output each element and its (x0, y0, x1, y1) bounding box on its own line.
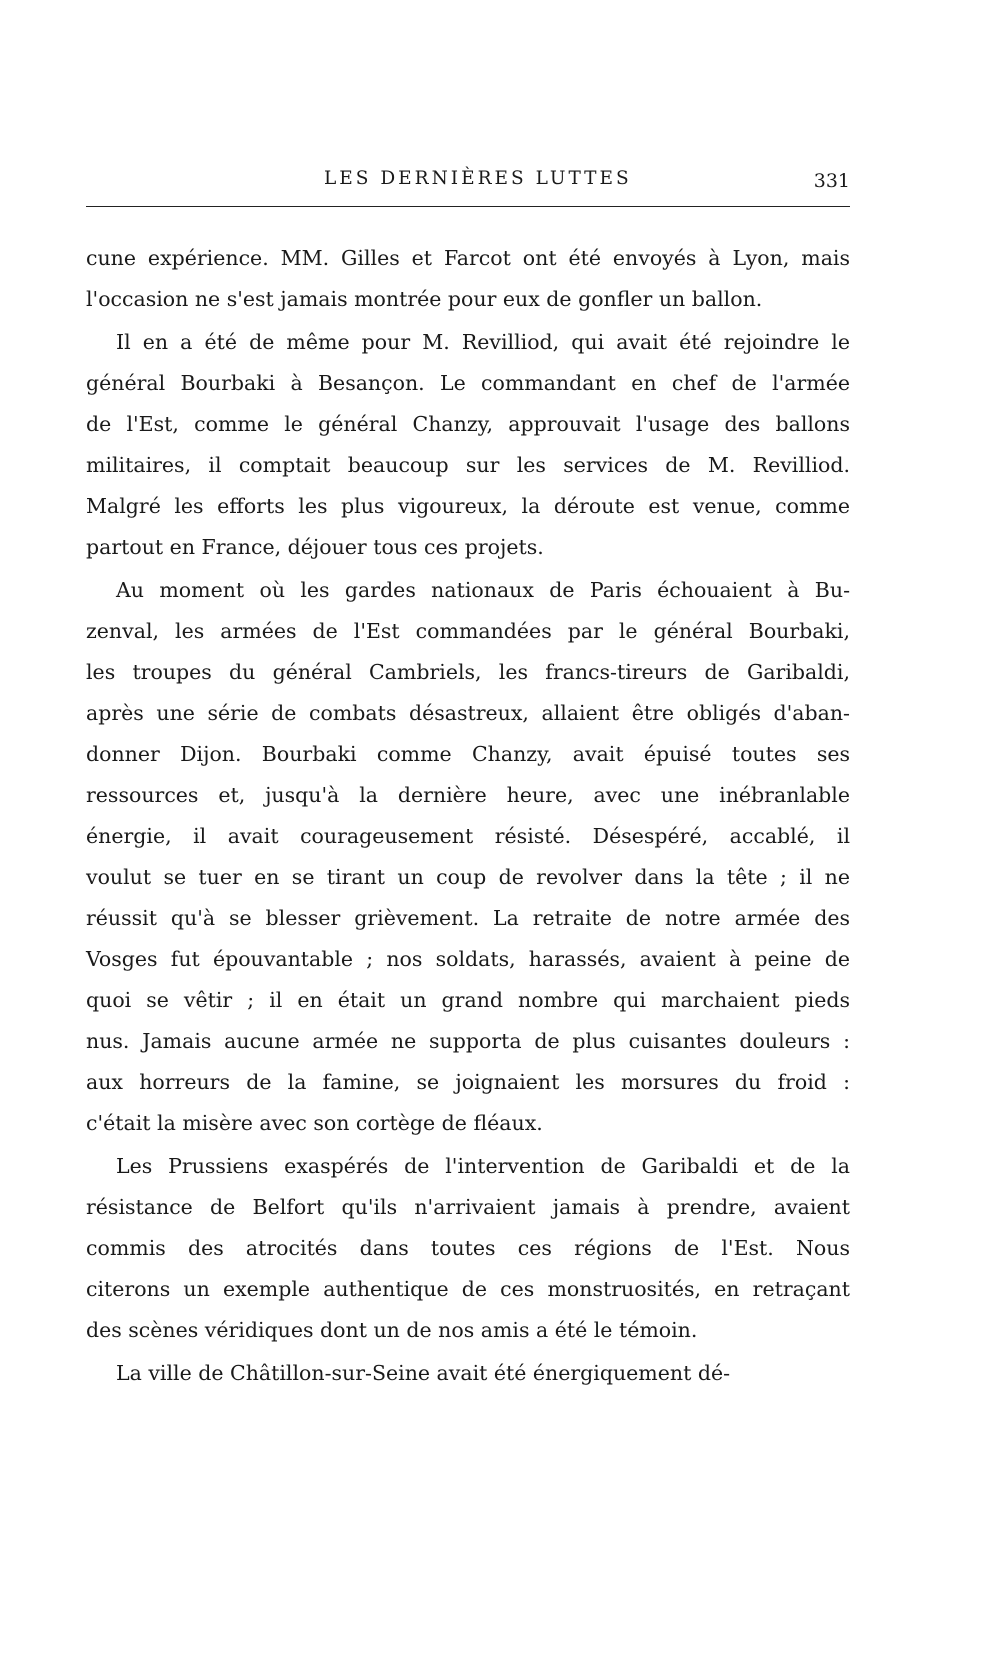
paragraph (86, 322, 850, 568)
text-line: militaires, il comptait beaucoup sur les services de M. Revilliod. (86, 453, 850, 477)
text-line: Malgré les efforts les plus vigoureux, la déroute est venue, comme (86, 494, 850, 518)
text-line: La ville de Châtillon-sur-Seine avait été énergiquement dé- (116, 1361, 731, 1385)
text-line: général Bourbaki à Besançon. Le commandant en chef de l'armée (86, 371, 850, 395)
running-header (86, 168, 850, 198)
text-line: réussit qu'à se blesser grièvement. La retraite de notre armée des (86, 906, 850, 930)
paragraph (86, 1146, 850, 1351)
text-line: quoi se vêtir ; il en était un grand nombre qui marchaient pieds (86, 988, 850, 1012)
text-line: Vosges fut épouvantable ; nos soldats, harassés, avaient à peine de (86, 947, 850, 971)
text-line: ressources et, jusqu'à la dernière heure, avec une inébranlable (86, 783, 850, 807)
text-line: c'était la misère avec son cortège de fléaux. (86, 1111, 543, 1135)
text-line: partout en France, déjouer tous ces projets. (86, 535, 544, 559)
text-line: les troupes du général Cambriels, les francs-tireurs de Garibaldi, (86, 660, 850, 684)
book-page (86, 0, 850, 1680)
text-line: Il en a été de même pour M. Revilliod, qui avait été rejoindre le (116, 330, 850, 354)
text-line: des scènes véridiques dont un de nos amis a été le témoin. (86, 1318, 698, 1342)
text-line: après une série de combats désastreux, allaient être obligés d'aban- (86, 701, 850, 725)
text-line: Au moment où les gardes nationaux de Paris échouaient à Bu- (116, 578, 850, 602)
paragraph (86, 570, 850, 1144)
running-title: LES DERNIÈRES LUTTES (324, 168, 632, 189)
text-line: aux horreurs de la famine, se joignaient les morsures du froid : (86, 1070, 850, 1094)
body-text (86, 238, 850, 1394)
text-line: commis des atrocités dans toutes ces régions de l'Est. Nous (86, 1236, 850, 1260)
text-line: l'occasion ne s'est jamais montrée pour eux de gonfler un ballon. (86, 287, 763, 311)
text-line: de l'Est, comme le général Chanzy, approuvait l'usage des ballons (86, 412, 850, 436)
text-line: nus. Jamais aucune armée ne supporta de plus cuisantes douleurs : (86, 1029, 850, 1053)
text-line: donner Dijon. Bourbaki comme Chanzy, avait épuisé toutes ses (86, 742, 850, 766)
text-line: voulut se tuer en se tirant un coup de revolver dans la tête ; il ne (86, 865, 850, 889)
page-number: 331 (813, 170, 850, 192)
paragraph (86, 1353, 850, 1394)
text-line: Les Prussiens exaspérés de l'intervention de Garibaldi et de la (116, 1154, 850, 1178)
paragraph (86, 238, 850, 320)
text-line: résistance de Belfort qu'ils n'arrivaient jamais à prendre, avaient (86, 1195, 850, 1219)
header-rule (86, 206, 850, 207)
text-line: citerons un exemple authentique de ces monstruosités, en retraçant (86, 1277, 850, 1301)
text-line: énergie, il avait courageusement résisté. Désespéré, accablé, il (86, 824, 850, 848)
text-line: zenval, les armées de l'Est commandées par le général Bourbaki, (86, 619, 850, 643)
text-line: cune expérience. MM. Gilles et Farcot ont été envoyés à Lyon, mais (86, 246, 850, 270)
